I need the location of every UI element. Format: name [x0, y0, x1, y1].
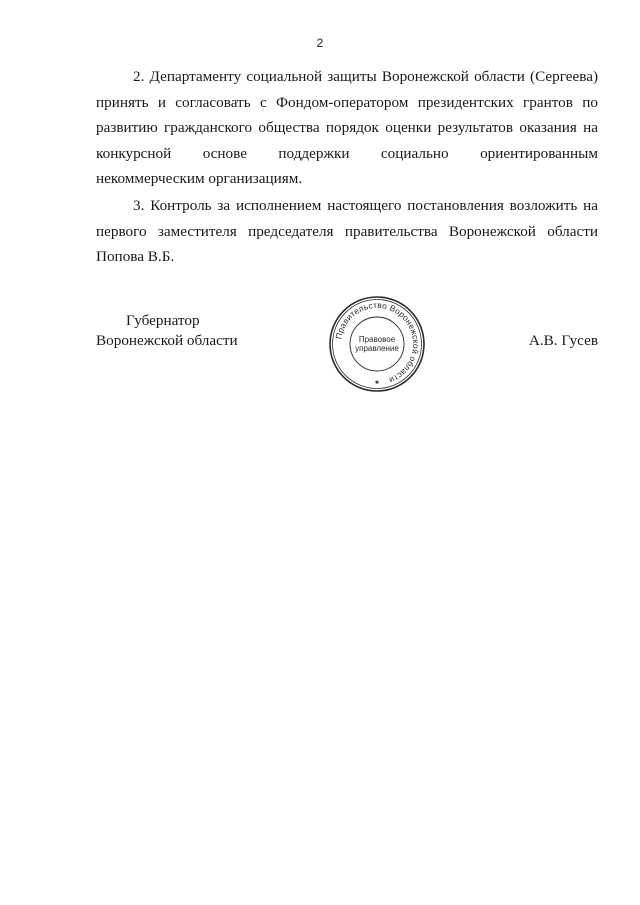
seal-ring-text: Правительство Воронежской области	[333, 299, 422, 386]
official-seal-stamp	[327, 294, 427, 394]
signatory-title-line1: Губернатор	[126, 312, 200, 329]
seal-center-line1: Правовое	[358, 335, 396, 344]
paragraph-2: 2. Департаменту социальной защиты Воронежской области (Сергеева) принять и согласовать с Фондом-оператором президентских грантов по развитию гражданского общества порядок оценки результатов оказания на конкурсной основе поддержки социально ориентированным некоммерческим организациям.	[96, 68, 598, 188]
signatory-name: А.В. Гусев	[528, 332, 598, 349]
page-number: 2	[316, 36, 324, 50]
paragraph-3: 3. Контроль за исполнением настоящего постановления возложить на первого заместителя председателя правительства Воронежской области Попова В.Б.	[96, 197, 598, 266]
seal-center-line2: управление	[355, 344, 399, 353]
signatory-title	[96, 311, 238, 351]
seal-star-icon: ✱	[374, 380, 380, 386]
signatory-title-line2: Воронежской области	[96, 332, 238, 349]
